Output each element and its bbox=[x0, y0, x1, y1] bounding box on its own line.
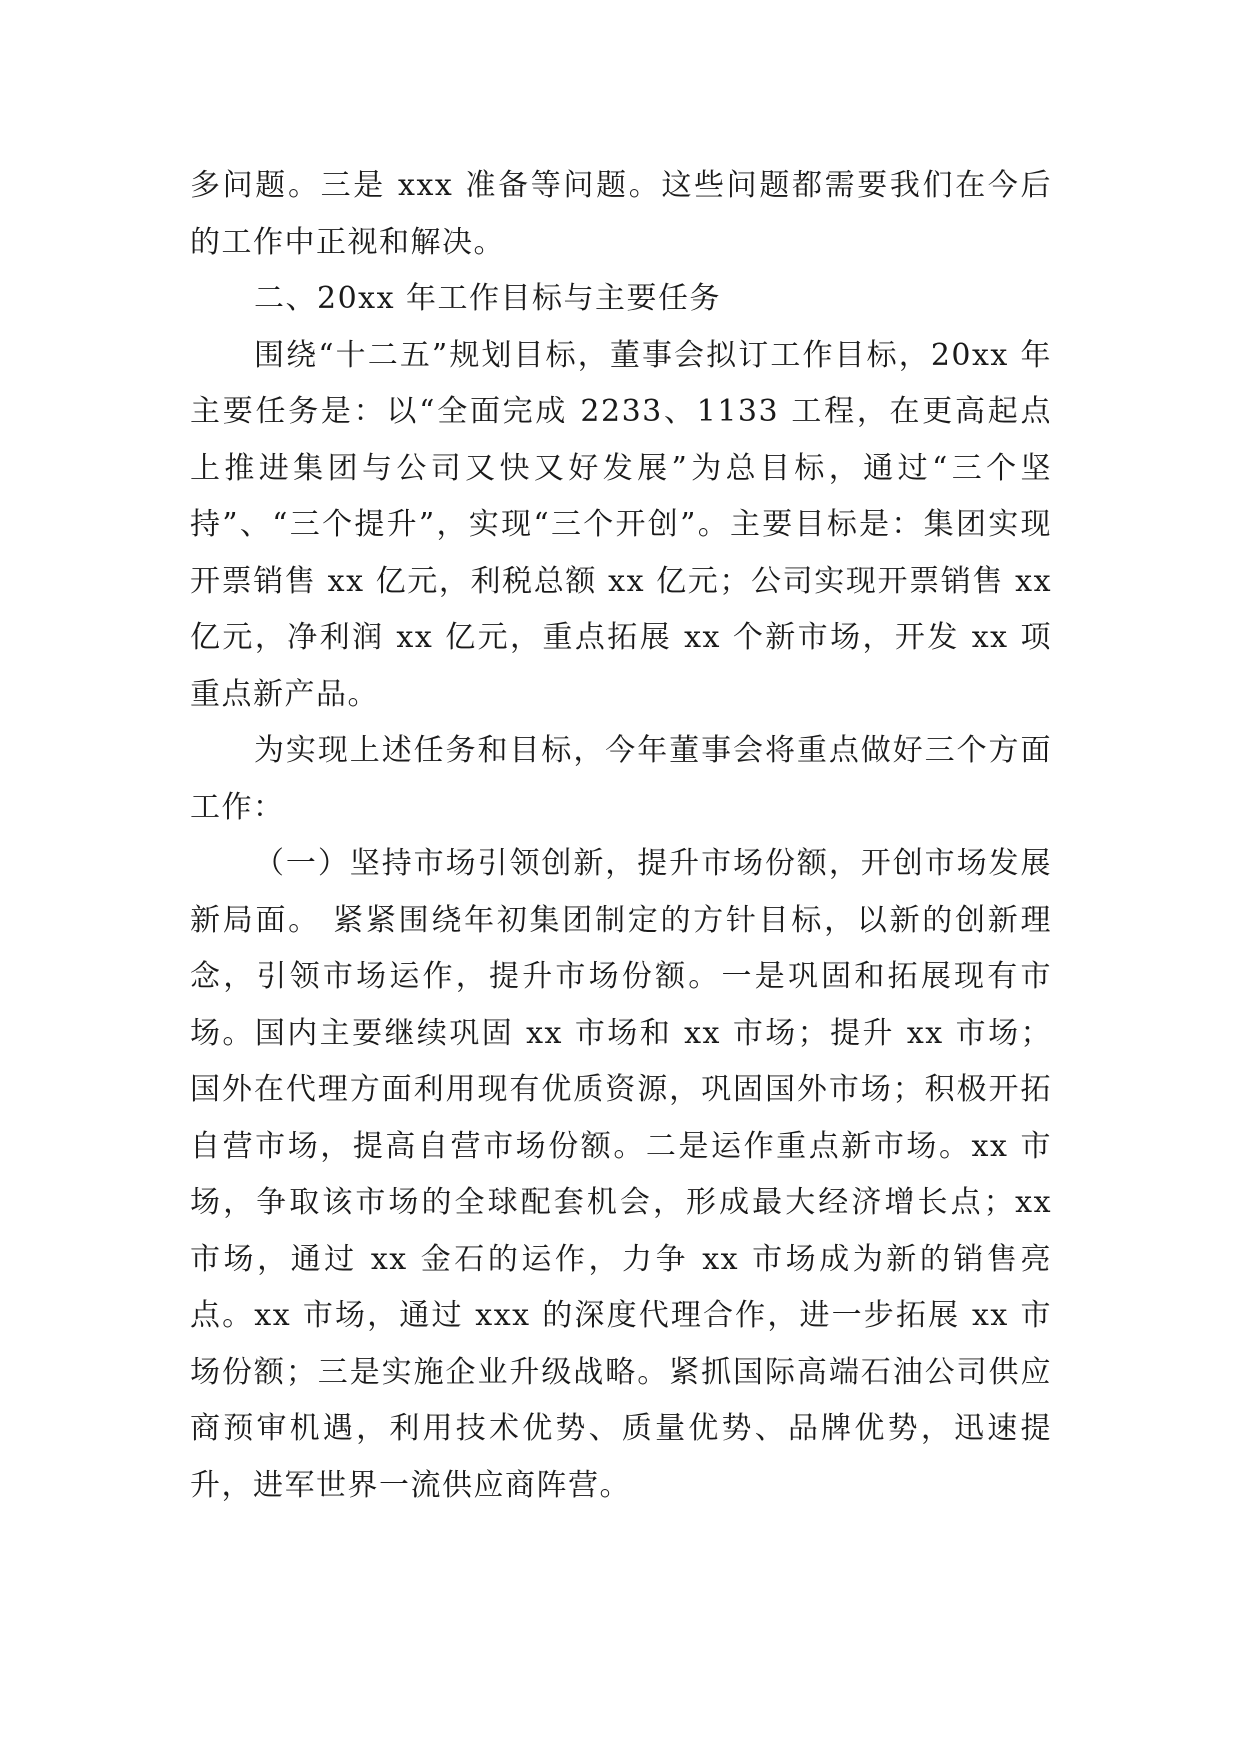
paragraph-market-innovation: （一）坚持市场引领创新，提升市场份额，开创市场发展新局面。 紧紧围绕年初集团制定的方针目标，以新的创新理念，引领市场运作，提升市场份额。一是巩固和拓展现有市场。国内主要继续巩固 xx 市场和 xx 市场；提升 xx 市场；国外在代理方面利用现有优质资源，巩固国外市场；积极开拓自营市场，提高自营市场份额。二是运作重点新市场。xx 市场，争取该市场的全球配套机会，形成最大经济增长点；xx 市场，通过 xx 金石的运作，力争 xx 市场成为新的销售亮点。xx 市场，通过 xxx 的深度代理合作，进一步拓展 xx 市场份额；三是实施企业升级战略。紧抓国际高端石油公司供应商预审机遇，利用技术优势、质量优势、品牌优势，迅速提升，进军世界一流供应商阵营。 bbox=[190, 846, 1052, 1503]
paragraph-three-aspects: 为实现上述任务和目标，今年董事会将重点做好三个方面工作： bbox=[190, 733, 1052, 825]
section-heading: 二、20xx 年工作目标与主要任务 bbox=[254, 281, 722, 316]
document-body bbox=[190, 158, 1052, 1514]
paragraph-main-tasks: 围绕“十二五”规划目标，董事会拟订工作目标，20xx 年主要任务是：以“全面完成 2233、1133 工程，在更高起点上推进集团与公司又快又好发展”为总目标，通过“三个坚持”、“三个提升”，实现“三个开创”。主要目标是：集团实现开票销售 xx 亿元，利税总额 xx 亿元；公司实现开票销售 xx 亿元，净利润 xx 亿元，重点拓展 xx 个新市场，开发 xx 项重点新产品。 bbox=[190, 337, 1052, 712]
paragraph-continuation: 多问题。三是 xxx 准备等问题。这些问题都需要我们在今后的工作中正视和解决。 bbox=[190, 168, 1052, 260]
